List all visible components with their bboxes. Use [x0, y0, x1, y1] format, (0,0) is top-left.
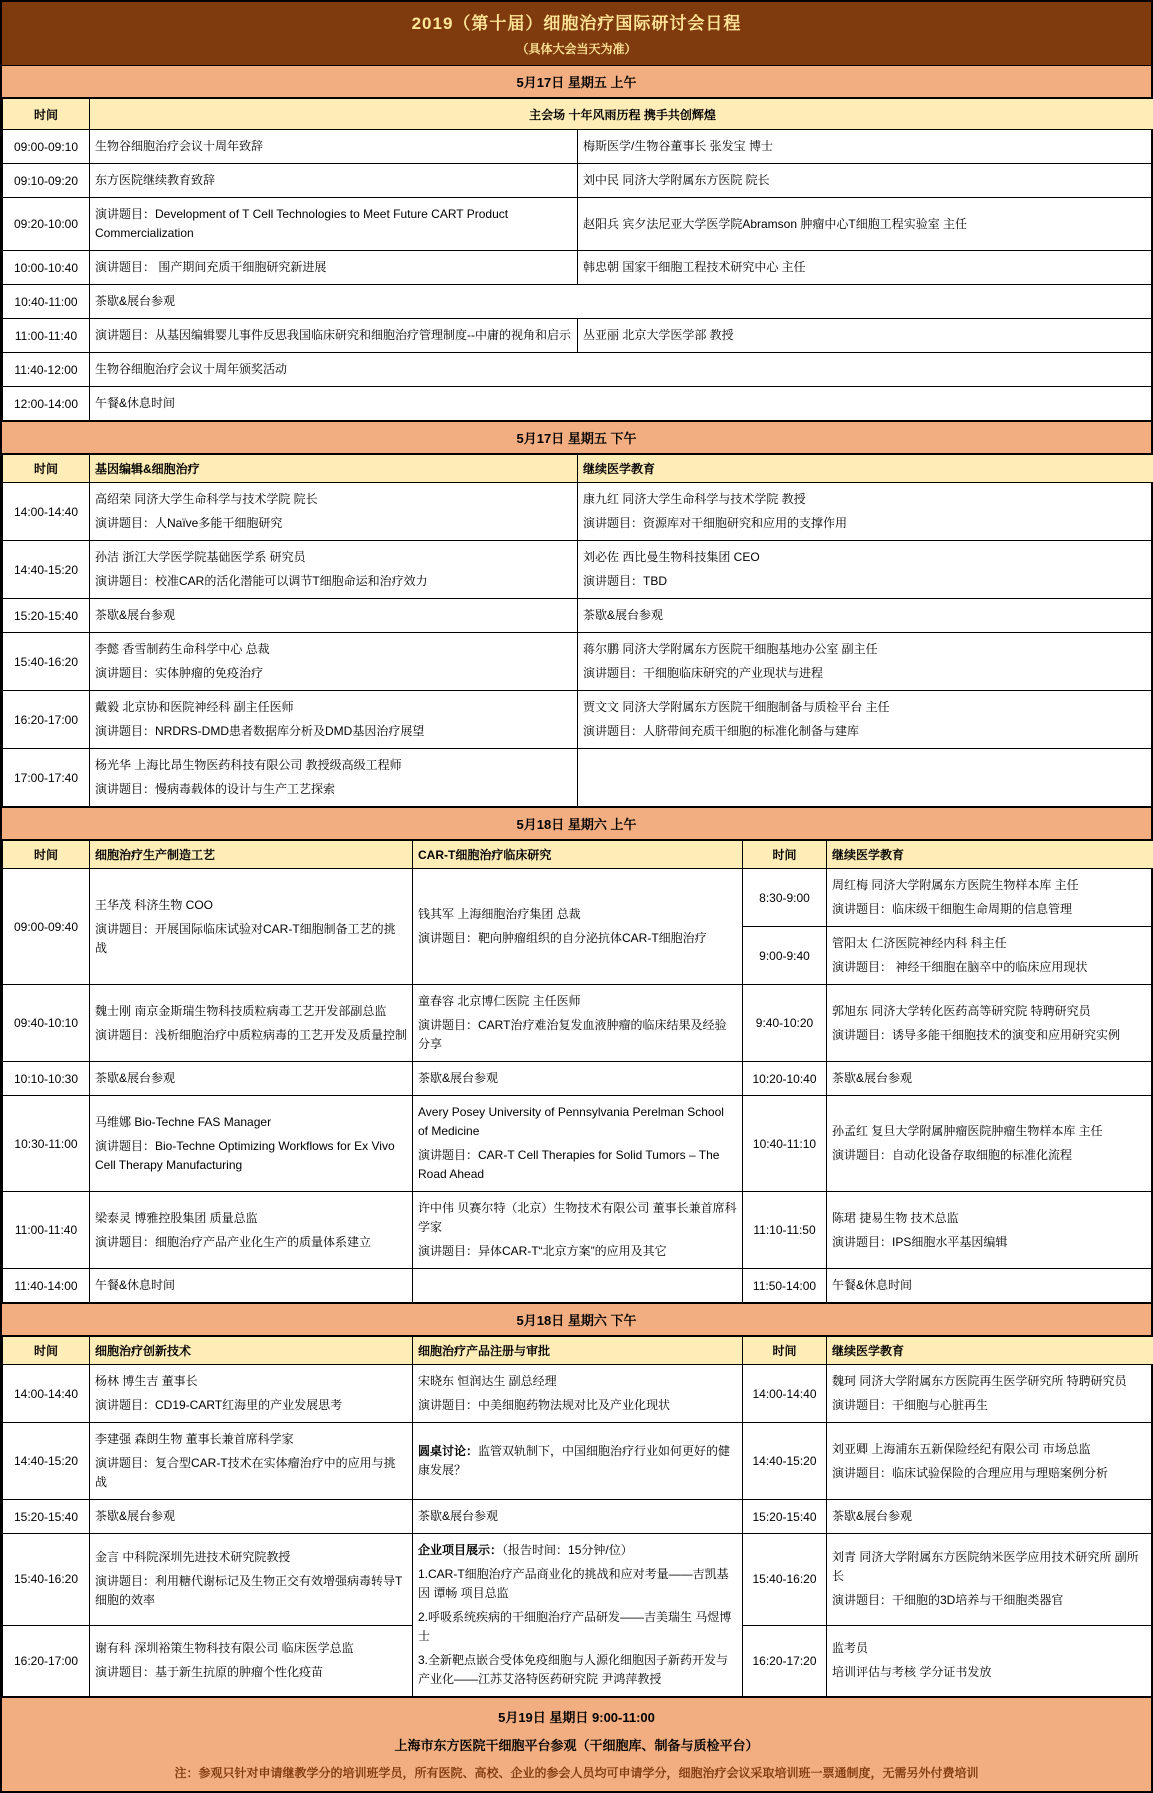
cell-line: 刘必佐 西比曼生物科技集团 CEO — [583, 548, 1150, 567]
section-banner: 5月18日 星期六 上午 — [2, 807, 1151, 840]
time-cell: 16:20-17:00 — [3, 1625, 90, 1696]
time-cell: 14:00-14:40 — [743, 1365, 827, 1423]
session-cell — [90, 749, 578, 807]
session-cell — [90, 1423, 413, 1500]
cell-line: 演讲题目：资源库对干细胞研究和应用的支撑作用 — [583, 514, 1150, 533]
cell-line: 生物谷细胞治疗会议十周年颁奖活动 — [95, 360, 1150, 379]
cell-line: 演讲题目：中美细胞药物法规对比及产业化现状 — [418, 1396, 737, 1415]
cell-line-bold: 圆桌讨论： — [418, 1444, 478, 1458]
section-banner: 5月17日 星期五 上午 — [2, 65, 1151, 98]
session-cell — [827, 1534, 1153, 1626]
session-cell — [90, 1534, 413, 1626]
session-cell — [578, 633, 1153, 691]
cell-line: 演讲题目：干细胞的3D培养与干细胞类器官 — [832, 1591, 1150, 1610]
cell-line: 演讲题目：CAR-T Cell Therapies for Solid Tumors – The Road Ahead — [418, 1146, 737, 1184]
cell-line: 演讲题目：临床级干细胞生命周期的信息管理 — [832, 900, 1150, 919]
cell-line: 周红梅 同济大学附属东方医院生物样本库 主任 — [832, 876, 1150, 895]
column-header: CAR-T细胞治疗临床研究 — [413, 841, 743, 869]
page-title: 2019（第十届）细胞治疗国际研讨会日程 — [2, 9, 1151, 34]
cell-line: 高绍荣 同济大学生命科学与技术学院 院长 — [95, 490, 572, 509]
session-cell — [90, 1269, 413, 1303]
cell-line: 茶歇&展台参观 — [95, 1069, 407, 1088]
column-header: 细胞治疗产品注册与审批 — [413, 1337, 743, 1365]
session-cell — [413, 869, 743, 985]
cell-line: 演讲题目：CD19-CART红海里的产业发展思考 — [95, 1396, 407, 1415]
session-cell — [413, 1192, 743, 1269]
cell-line: 演讲题目：实体肿瘤的免疫治疗 — [95, 664, 572, 683]
time-cell: 11:40-12:00 — [3, 353, 90, 387]
cell-line: 马维娜 Bio-Techne FAS Manager — [95, 1113, 407, 1132]
cell-line: 刘中民 同济大学附属东方医院 院长 — [583, 171, 1150, 190]
time-cell: 09:00-09:10 — [3, 130, 90, 164]
session-cell — [827, 869, 1153, 927]
page-header — [2, 2, 1151, 65]
cell-line: 2.呼吸系统疾病的干细胞治疗产品研发——吉美瑞生 马煜博士 — [418, 1608, 737, 1646]
cell-line: 茶歇&展台参观 — [95, 292, 1150, 311]
time-cell: 11:50-14:00 — [743, 1269, 827, 1303]
cell-line: 李懿 香雪制药生命科学中心 总裁 — [95, 640, 572, 659]
cell-line: 梅斯医学/生物谷董事长 张发宝 博士 — [583, 137, 1150, 156]
time-cell: 9:00-9:40 — [743, 927, 827, 985]
schedule-table — [2, 1336, 1153, 1697]
cell-line: 魏士刚 南京金斯瑞生物科技质粒病毒工艺开发部副总监 — [95, 1002, 407, 1021]
cell-line: 刘亚卿 上海浦东五新保险经纪有限公司 市场总监 — [832, 1440, 1150, 1459]
session-cell — [90, 691, 578, 749]
cell-line: Avery Posey University of Pennsylvania Perelman School of Medicine — [418, 1103, 737, 1141]
time-cell: 16:20-17:20 — [743, 1625, 827, 1696]
session-cell — [827, 985, 1153, 1062]
cell-line: 演讲题目：自动化设备存取细胞的标准化流程 — [832, 1146, 1150, 1165]
session-cell — [413, 1062, 743, 1096]
cell-line: 演讲题目： 围产期间充质干细胞研究新进展 — [95, 258, 572, 277]
cell-line: 生物谷细胞治疗会议十周年致辞 — [95, 137, 572, 156]
time-cell: 10:20-10:40 — [743, 1062, 827, 1096]
session-cell — [90, 633, 578, 691]
cell-line: 宋晓东 恒润达生 副总经理 — [418, 1372, 737, 1391]
session-cell — [413, 1096, 743, 1192]
time-cell: 14:40-15:20 — [3, 541, 90, 599]
time-cell: 16:20-17:00 — [3, 691, 90, 749]
cell-line: 演讲题目：基于新生抗原的肿瘤个性化疫苗 — [95, 1663, 407, 1682]
page-subtitle: （具体大会当天为准） — [2, 40, 1151, 57]
cell-line: 贾文文 同济大学附属东方医院干细胞制备与质检平台 主任 — [583, 698, 1150, 717]
cell-line: 茶歇&展台参观 — [418, 1507, 737, 1526]
cell-line: 赵阳兵 宾夕法尼亚大学医学院Abramson 肿瘤中心T细胞工程实验室 主任 — [583, 215, 1150, 234]
cell-line: 演讲题目： 神经干细胞在脑卒中的临床应用现状 — [832, 958, 1150, 977]
session-cell — [827, 1500, 1153, 1534]
time-cell: 15:20-15:40 — [3, 1500, 90, 1534]
time-cell: 15:40-16:20 — [3, 1534, 90, 1626]
time-cell: 14:00-14:40 — [3, 483, 90, 541]
column-header: 时间 — [743, 1337, 827, 1365]
cell-line: 孙孟红 复旦大学附属肿瘤医院肿瘤生物样本库 主任 — [832, 1122, 1150, 1141]
cell-line: 茶歇&展台参观 — [583, 606, 1150, 625]
section-banner: 5月17日 星期五 下午 — [2, 421, 1151, 454]
column-header: 细胞治疗创新技术 — [90, 1337, 413, 1365]
column-header: 继续医学教育 — [578, 455, 1153, 483]
cell-line: 演讲题目：干细胞与心脏再生 — [832, 1396, 1150, 1415]
session-cell — [827, 1062, 1153, 1096]
session-cell — [578, 599, 1153, 633]
cell-line: 王华茂 科济生物 COO — [95, 896, 407, 915]
time-cell: 15:40-16:20 — [3, 633, 90, 691]
column-header: 继续医学教育 — [827, 1337, 1153, 1365]
cell-line: 演讲题目：临床试验保险的合理应用与理赔案例分析 — [832, 1464, 1150, 1483]
cell-line: 谢有科 深圳裕策生物科技有限公司 临床医学总监 — [95, 1639, 407, 1658]
time-cell: 14:00-14:40 — [3, 1365, 90, 1423]
column-header: 细胞治疗生产制造工艺 — [90, 841, 413, 869]
time-cell: 11:00-11:40 — [3, 319, 90, 353]
footer-note: 注：参观只针对申请继教学分的培训班学员，所有医院、高校、企业的参会人员均可申请学分，细胞治疗会议采取培训班一票通制度，无需另外付费培训 — [10, 1764, 1143, 1781]
cell-line: 管阳太 仁济医院神经内科 科主任 — [832, 934, 1150, 953]
session-cell — [578, 319, 1153, 353]
session-cell — [578, 749, 1153, 807]
session-cell — [90, 599, 578, 633]
cell-line: 演讲题目：Bio-Techne Optimizing Workflows for Ex Vivo Cell Therapy Manufacturing — [95, 1137, 407, 1175]
time-cell: 09:10-09:20 — [3, 164, 90, 198]
time-cell: 15:20-15:40 — [3, 599, 90, 633]
session-cell — [90, 251, 578, 285]
session-cell — [413, 1423, 743, 1500]
cell-line: 演讲题目：慢病毒载体的设计与生产工艺探索 — [95, 780, 572, 799]
session-cell — [90, 1500, 413, 1534]
cell-line: 杨光华 上海比昂生物医药科技有限公司 教授级高级工程师 — [95, 756, 572, 775]
column-header: 时间 — [3, 1337, 90, 1365]
cell-line-text: （报告时间：15分钟/位） — [502, 1543, 633, 1557]
cell-line: 陈珺 捷易生物 技术总监 — [832, 1209, 1150, 1228]
footer-visit-info: 上海市东方医院干细胞平台参观（干细胞库、制备与质检平台） — [10, 1735, 1143, 1754]
cell-line: 演讲题目：人Naïve多能干细胞研究 — [95, 514, 572, 533]
time-cell: 9:40-10:20 — [743, 985, 827, 1062]
cell-line: 1.CAR-T细胞治疗产品商业化的挑战和应对考量——吉凯基因 谭畅 项目总监 — [418, 1565, 737, 1603]
cell-line: 演讲题目：NRDRS-DMD患者数据库分析及DMD基因治疗展望 — [95, 722, 572, 741]
cell-line: 郭旭东 同济大学转化医药高等研究院 特聘研究员 — [832, 1002, 1150, 1021]
session-cell — [90, 319, 578, 353]
session-cell — [827, 1625, 1153, 1696]
cell-line: 茶歇&展台参观 — [95, 606, 572, 625]
cell-line: 茶歇&展台参观 — [832, 1507, 1150, 1526]
cell-line: 孙洁 浙江大学医学院基础医学系 研究员 — [95, 548, 572, 567]
cell-line: 演讲题目：IPS细胞水平基因编辑 — [832, 1233, 1150, 1252]
cell-line: 演讲题目：从基因编辑婴儿事件反思我国临床研究和细胞治疗管理制度--中庸的视角和启示 — [95, 326, 572, 345]
schedule-table — [2, 840, 1153, 1303]
cell-line: 演讲题目：浅析细胞治疗中质粒病毒的工艺开发及质量控制 — [95, 1026, 407, 1045]
session-cell — [90, 1062, 413, 1096]
cell-line: 午餐&休息时间 — [95, 394, 1150, 413]
session-cell — [578, 251, 1153, 285]
time-cell: 15:40-16:20 — [743, 1534, 827, 1626]
cell-line: 演讲题目：Development of T Cell Technologies to Meet Future CART Product Commercialization — [95, 205, 572, 243]
session-cell — [413, 985, 743, 1062]
session-cell — [90, 198, 578, 251]
session-cell — [90, 869, 413, 985]
time-cell: 09:00-09:40 — [3, 869, 90, 985]
cell-line: 演讲题目：干细胞临床研究的产业现状与进程 — [583, 664, 1150, 683]
cell-line: 3.全新靶点嵌合受体免疫细胞与人源化细胞因子新药开发与产业化——江苏艾洛特医药研究院 尹鸿萍教授 — [418, 1651, 737, 1689]
time-cell: 12:00-14:00 — [3, 387, 90, 421]
cell-line: 演讲题目：异体CAR-T“北京方案”的应用及其它 — [418, 1242, 737, 1261]
cell-line: 杨林 博生吉 董事长 — [95, 1372, 407, 1391]
time-cell: 11:00-11:40 — [3, 1192, 90, 1269]
cell-line: 许中伟 贝赛尔特（北京）生物技术有限公司 董事长兼首席科学家 — [418, 1199, 737, 1237]
cell-line: 演讲题目：诱导多能干细胞技术的演变和应用研究实例 — [832, 1026, 1150, 1045]
time-cell: 10:30-11:00 — [3, 1096, 90, 1192]
cell-line: 演讲题目：复合型CAR-T技术在实体瘤治疗中的应用与挑战 — [95, 1454, 407, 1492]
session-cell — [90, 1096, 413, 1192]
session-cell — [90, 353, 1153, 387]
session-cell — [578, 164, 1153, 198]
session-cell — [827, 1423, 1153, 1500]
cell-line: 梁泰灵 博雅控股集团 质量总监 — [95, 1209, 407, 1228]
cell-line: 东方医院继续教育致辞 — [95, 171, 572, 190]
section-banner: 5月18日 星期六 下午 — [2, 1303, 1151, 1336]
cell-line: 茶歇&展台参观 — [832, 1069, 1150, 1088]
time-cell: 15:20-15:40 — [743, 1500, 827, 1534]
session-cell — [413, 1269, 743, 1303]
session-cell — [578, 691, 1153, 749]
time-cell: 14:40-15:20 — [743, 1423, 827, 1500]
session-cell — [413, 1534, 743, 1697]
cell-line: 戴毅 北京协和医院神经科 副主任医师 — [95, 698, 572, 717]
cell-line: 李建强 森朗生物 董事长兼首席科学家 — [95, 1430, 407, 1449]
cell-line: 钱其军 上海细胞治疗集团 总裁 — [418, 905, 737, 924]
schedule-sections — [2, 65, 1151, 1697]
cell-line: 演讲题目：人脐带间充质干细胞的标准化制备与建库 — [583, 722, 1150, 741]
cell-line: 演讲题目：TBD — [583, 572, 1150, 591]
session-cell — [827, 927, 1153, 985]
cell-line: 演讲题目：细胞治疗产品产业化生产的质量体系建立 — [95, 1233, 407, 1252]
cell-line: 演讲题目：CART治疗难治复发血液肿瘤的临床结果及经验分享 — [418, 1016, 737, 1054]
cell-line-bold: 企业项目展示： — [418, 1543, 502, 1557]
time-cell: 14:40-15:20 — [3, 1423, 90, 1500]
session-cell — [413, 1500, 743, 1534]
cell-line: 魏珂 同济大学附属东方医院再生医学研究所 特聘研究员 — [832, 1372, 1150, 1391]
time-cell: 09:40-10:10 — [3, 985, 90, 1062]
session-cell — [578, 130, 1153, 164]
session-cell — [578, 541, 1153, 599]
schedule-table — [2, 98, 1153, 421]
cell-line — [418, 1442, 737, 1480]
column-header: 基因编辑&细胞治疗 — [90, 455, 578, 483]
cell-line: 演讲题目：靶向肿瘤组织的自分泌抗体CAR-T细胞治疗 — [418, 929, 737, 948]
time-cell: 10:40-11:10 — [743, 1096, 827, 1192]
column-header: 继续医学教育 — [827, 841, 1153, 869]
time-cell: 11:10-11:50 — [743, 1192, 827, 1269]
cell-line: 监考员 — [832, 1639, 1150, 1658]
session-cell — [827, 1096, 1153, 1192]
time-cell: 10:00-10:40 — [3, 251, 90, 285]
schedule-table — [2, 454, 1153, 807]
session-cell — [90, 1625, 413, 1696]
cell-line: 丛亚丽 北京大学医学部 教授 — [583, 326, 1150, 345]
session-cell — [578, 483, 1153, 541]
cell-line: 演讲题目：开展国际临床试验对CAR-T细胞制备工艺的挑战 — [95, 920, 407, 958]
time-cell: 11:40-14:00 — [3, 1269, 90, 1303]
footer-date: 5月19日 星期日 9:00-11:00 — [10, 1707, 1143, 1726]
session-cell — [90, 285, 1153, 319]
cell-line: 茶歇&展台参观 — [95, 1507, 407, 1526]
cell-line: 午餐&休息时间 — [832, 1276, 1150, 1295]
session-cell — [90, 130, 578, 164]
column-header: 时间 — [743, 841, 827, 869]
time-cell: 17:00-17:40 — [3, 749, 90, 807]
cell-line: 韩忠朝 国家干细胞工程技术研究中心 主任 — [583, 258, 1150, 277]
session-cell — [90, 483, 578, 541]
time-cell: 8:30-9:00 — [743, 869, 827, 927]
column-header: 时间 — [3, 841, 90, 869]
column-header: 时间 — [3, 99, 90, 130]
time-cell: 10:40-11:00 — [3, 285, 90, 319]
session-cell — [90, 541, 578, 599]
cell-line: 午餐&休息时间 — [95, 1276, 407, 1295]
session-cell — [578, 198, 1153, 251]
cell-line: 童春容 北京博仁医院 主任医师 — [418, 992, 737, 1011]
cell-line: 蒋尔鹏 同济大学附属东方医院干细胞基地办公室 副主任 — [583, 640, 1150, 659]
cell-line: 刘青 同济大学附属东方医院纳米医学应用技术研究所 副所长 — [832, 1548, 1150, 1586]
cell-line: 演讲题目：利用糖代谢标记及生物正交有效增强病毒转导T细胞的效率 — [95, 1572, 407, 1610]
session-cell — [90, 1192, 413, 1269]
session-cell — [90, 985, 413, 1062]
time-cell: 09:20-10:00 — [3, 198, 90, 251]
footer-banner — [2, 1697, 1151, 1791]
session-cell — [90, 387, 1153, 421]
session-cell — [90, 164, 578, 198]
cell-line: 培训评估与考核 学分证书发放 — [832, 1663, 1150, 1682]
cell-line: 演讲题目：校准CAR的活化潜能可以调节T细胞命运和治疗效力 — [95, 572, 572, 591]
cell-line: 茶歇&展台参观 — [418, 1069, 737, 1088]
cell-line-text: 监管双轨制下，中国细胞治疗行业如何更好的健康发展？ — [418, 1444, 730, 1477]
session-cell — [827, 1192, 1153, 1269]
cell-line — [418, 1541, 737, 1560]
column-header: 主会场 十年风雨历程 携手共创辉煌 — [90, 99, 1153, 130]
column-header: 时间 — [3, 455, 90, 483]
cell-line: 金言 中科院深圳先进技术研究院教授 — [95, 1548, 407, 1567]
cell-line: 康九红 同济大学生命科学与技术学院 教授 — [583, 490, 1150, 509]
session-cell — [827, 1269, 1153, 1303]
time-cell: 10:10-10:30 — [3, 1062, 90, 1096]
